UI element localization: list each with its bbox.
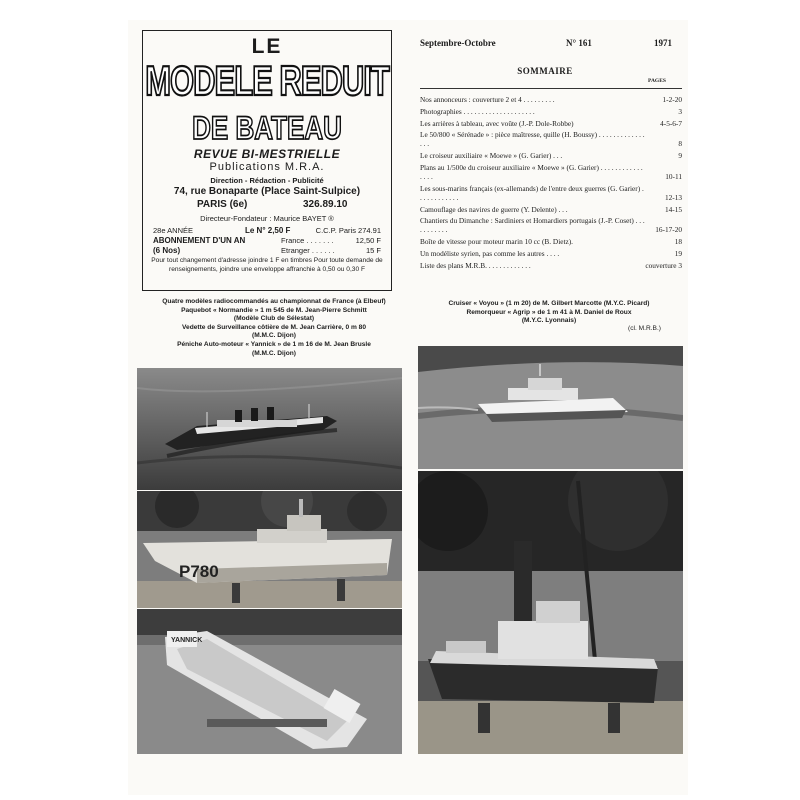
france-label: France . . . . . . . [281,236,334,245]
photo-credit: (cl. M.R.B.) [628,325,661,332]
photo-patrol-boat [137,491,402,608]
toc-item-page: 9 [678,151,682,161]
photo-cruiser [418,346,683,469]
toc-item-title: Les sous-marins français (ex-allemands) de l'entre deux guerres (G. Garier) . . . . . . . . . . . . [420,183,644,202]
toc-item-title: Nos annonceurs : couverture 2 et 4 . . . . . . . . . [420,95,555,104]
photo-barge [137,609,402,754]
masthead-title-line2: DE BATEAU [192,109,342,147]
caption-right-line: (M.Y.C. Lyonnais) [521,317,577,325]
toc-item-page: 1-2-20 [662,95,682,104]
barge-name: YANNICK [171,637,203,644]
toc-item [420,163,682,181]
toc-item [420,261,682,270]
toc-item-title: Le croiseur auxiliaire « Moewe » (G. Garier) . . . [420,151,563,161]
toc-item-title: Un modéliste syrien, pas comme les autres . . . . [420,248,560,258]
caption-right-line: Cruiser « Voyou » (1 m 20) de M. Gilbert Marcotte (M.Y.C. Picard) [448,300,650,307]
caption-left [140,298,408,358]
masthead-address: 74, rue Bonaparte (Place Saint-Sulpice) [173,186,361,197]
toc-item [420,119,682,128]
masthead-publisher: Publications M.R.A. [209,161,325,173]
abroad-price: 15 F [365,246,381,255]
toc-item [420,151,682,160]
masthead-subtitle: REVUE BI-MESTRIELLE [193,147,341,161]
caption-left-line: Péniche Auto-moteur « Yannick » de 1 m 16 de M. Jean Brusle [177,340,371,348]
issue-number: N° 161 [566,38,592,48]
year-label: 28e ANNÉE [153,226,194,235]
caption-left-line: (M.M.C. Dijon) [252,349,296,357]
masthead-direction: Direction - Rédaction - Publicité [210,176,324,185]
contents-rule-top [420,88,682,89]
toc-item-title: Photographies . . . . . . . . . . . . . . . . . . . . [420,106,535,116]
toc-item-page: 3 [678,106,682,116]
masthead-title-line1: MODELE REDUIT [145,57,389,105]
issue-year: 1971 [654,38,672,48]
masthead-founder: Directeur-Fondateur : Maurice BAYET ® [200,214,334,223]
toc-item-page: couverture 3 [645,260,682,270]
toc-item-page: 18 [674,237,682,247]
toc-item-page: 10-11 [665,171,682,181]
masthead-phone: 326.89.10 [303,199,348,210]
abroad-label: Etranger . . . . . . [281,246,335,255]
toc-item-title: Camouflage des navires de guerre (Y. Delente) . . . [420,204,568,214]
caption-left-line: (M.M.C. Dijon) [252,332,296,340]
toc-item-page: 12-13 [664,192,682,202]
toc-item-title: Liste des plans M.R.B. . . . . . . . . . . . . [420,260,531,270]
toc-item [420,184,682,202]
caption-right [418,300,680,326]
france-price: 12,50 F [355,236,381,245]
pages-label: PAGES [648,78,666,84]
toc-item-page: 4-5-6-7 [660,118,682,128]
toc-item [420,107,682,116]
subscription-line [153,236,381,245]
photo-normandie-liner [137,368,402,490]
toc-item-title: Plans au 1/500e du croiseur auxiliaire « Moewe » (G. Garier) . . . . . . . . . . . . . . . . [420,162,643,181]
toc-item-page: 14-15 [664,204,682,214]
hull-marking: P780 [179,562,219,581]
masthead-le: LE [251,35,283,58]
caption-right-line: Remorqueur « Agrip » de 1 m 41 à M. Daniel de Roux [466,308,632,316]
price-label: Le N° 2,50 F [245,226,291,235]
caption-left-line: (Modèle Club de Sélestat) [233,315,315,323]
subscription-label: ABONNEMENT D'UN AN [153,236,246,245]
caption-left-line: Vedette de Surveillance côtière de M. Jean Carrière, 0 m 80 [182,323,366,331]
masthead-city: PARIS (6e) [197,199,248,210]
masthead [142,30,392,291]
toc-item [420,205,682,214]
toc-item [420,249,682,258]
issue-date: Septembre-Octobre [420,38,496,48]
toc-item-page: 16-17-20 [655,225,682,235]
toc-item [420,95,682,104]
toc-item-title: Chantiers du Dimanche : Sardiniers et Homardiers portugais (J.-P. Coset) . . . . . . . . . . . [420,216,645,235]
toc-item-title: Le 50/800 « Sérénade » : pièce maîtresse, quille (H. Boussy) . . . . . . . . . . . . . . . . [420,130,645,149]
ccp-label: C.C.P. Paris 274.91 [315,226,381,235]
contents-title: SOMMAIRE [517,66,573,76]
toc-item [420,216,682,234]
year-price-line [153,226,381,235]
table-of-contents [420,95,682,273]
toc-item-page: 8 [678,139,682,149]
toc-item [420,237,682,246]
caption-left-line: Quatre modèles radiocommandés au championnat de France (à Elbeuf) [162,298,386,305]
caption-left-line: Paquebot « Normandie » 1 m 545 de M. Jean-Pierre Schmitt [181,306,367,314]
toc-item-title: Les arrières à tableau, avec voûte (J.-P. Dole-Robbe) [420,118,574,128]
toc-item [420,130,682,148]
toc-item-page: 19 [674,248,682,258]
issues-label: (6 Nos) [153,246,181,255]
photo-tug [418,471,683,754]
abroad-line [153,246,381,255]
address-change-note: Pour tout changement d'adresse joindre 1 F en timbres Pour toute demande de renseignements, joindre une enveloppe affranchie à 0,50 ou 0,30 F [151,257,383,273]
toc-item-title: Boîte de vitesse pour moteur marin 10 cc (B. Dietz). [420,237,573,247]
